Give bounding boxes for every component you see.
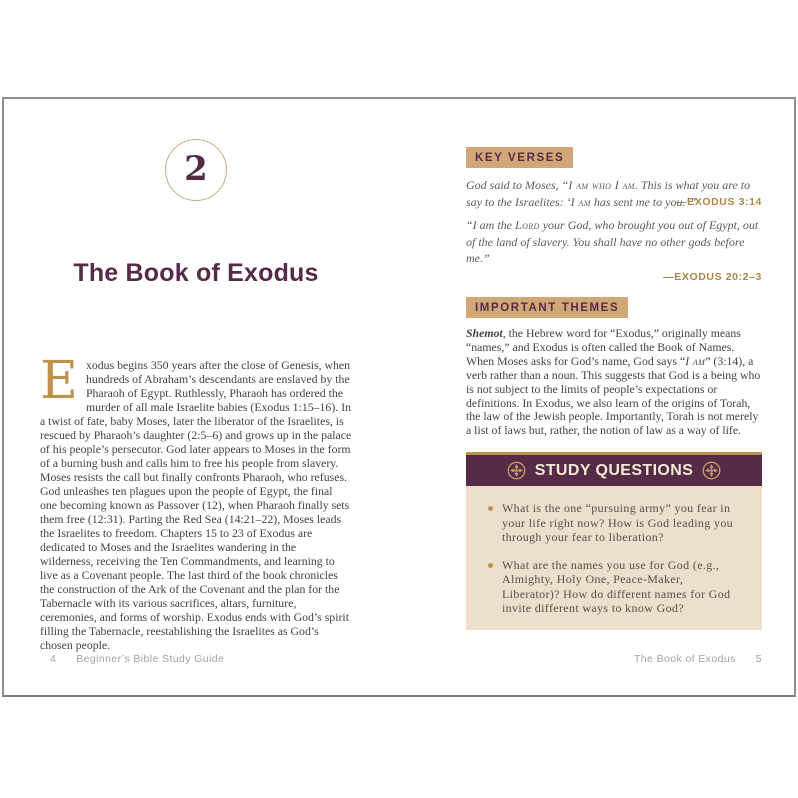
important-themes-label: IMPORTANT THEMES	[466, 297, 628, 318]
study-questions-header	[466, 455, 762, 486]
verse-quote: God said to Moses, “I am who I am. This is what you are to say to the Israelites: ‘I am has sent me to you.’”	[466, 178, 751, 209]
rosette-icon	[702, 461, 721, 480]
verse-block	[466, 217, 762, 285]
chapter-number: 2	[184, 149, 208, 189]
chapter-title: The Book of Exodus	[73, 259, 319, 287]
book-title-footer: Beginner’s Bible Study Guide	[76, 653, 225, 665]
book-spread	[2, 97, 796, 697]
question-list	[466, 486, 762, 630]
verse-citation: —EXODUS 3:14	[676, 195, 762, 208]
left-footer	[40, 653, 362, 665]
themes-paragraph: Shemot, the Hebrew word for “Exodus,” originally means “names,” and Exodus is often called the Book of Names. When Moses asks for God’s name, God says “I am” (3:14), a verb rather than a noun. This suggests that God is a being who is not subject to the limits of people’s expectations or definitions. In Exodus, we also learn of the origins of Torah, the law of the Jewish people. Importantly, Torah is not merely a list of laws but, rather, the notion of law as a way of life.	[466, 326, 761, 438]
chapter-intro-text: xodus begins 350 years after the close of Genesis, when hundreds of Abraham’s descendants are enslaved by the Pharaoh of Egypt. Ruthlessly, Pharaoh has ordered the murder of all male Israelite babies (Exodus 1:15–16). In a twist of fate, baby Moses, later the liberator of the Israelites, is rescued by Pharaoh’s daughter (2:5–6) and grows up in the palace of his people’s persecutor. God later appears to Moses in the form of a burning bush and calls him to free his people from slavery. Moses resists the call but finally confronts Pharaoh, who refuses. God unleashes ten plagues upon the people of Egypt, the final one becoming known as Passover (12), when Pharaoh finally sets them free (12:31). Parting the Red Sea (14:21–22), Moses leads the Israelites to freedom. Chapters 15 to 23 of Exodus are dedicated to Moses and the Israelites wandering in the wilderness, receiving the Ten Commandments, and learning to live as a Covenant people. The last third of the book chronicles the construction of the Ark of the Covenant and the plan for the Tabernacle with its various sacrifices, altars, furniture, ceremonies, and forms of worship. Exodus ends with God’s spirit filling the Tabernacle, reestablishing the Israelites as God’s chosen people.	[40, 358, 352, 652]
study-questions-title: STUDY QUESTIONS	[534, 461, 694, 479]
question-text: What are the names you use for God (e.g., Almighty, Holy One, Peace-Maker, Liberator)? How do different names for God invite different ways to know God?	[502, 557, 731, 616]
chapter-intro-paragraph	[40, 351, 352, 652]
question-text: What is the one “pursuing army” you fear in your life right now? How is God leading you through your fear to liberation?	[502, 501, 734, 545]
page-number-right: 5	[755, 653, 762, 665]
chapter-title-footer: The Book of Exodus	[633, 653, 736, 665]
question-item	[488, 558, 736, 616]
drop-cap: E	[40, 351, 78, 411]
right-page	[466, 99, 762, 695]
study-questions-box	[466, 452, 762, 630]
left-page	[40, 99, 352, 695]
rosette-icon	[507, 461, 526, 480]
verse-block	[466, 177, 762, 210]
key-verses-label: KEY VERSES	[466, 147, 573, 168]
right-footer	[466, 653, 762, 665]
verse-citation: —EXODUS 20:2–3	[663, 270, 762, 283]
chapter-number-badge	[165, 139, 227, 201]
question-item	[488, 501, 736, 545]
verse-quote: “I am the Lord your God, who brought you out of Egypt, out of the land of slavery. You shall have no other gods before me.”	[466, 218, 759, 265]
bullet-icon	[488, 563, 493, 568]
bullet-icon	[488, 506, 493, 511]
page-number-left: 4	[50, 653, 57, 665]
